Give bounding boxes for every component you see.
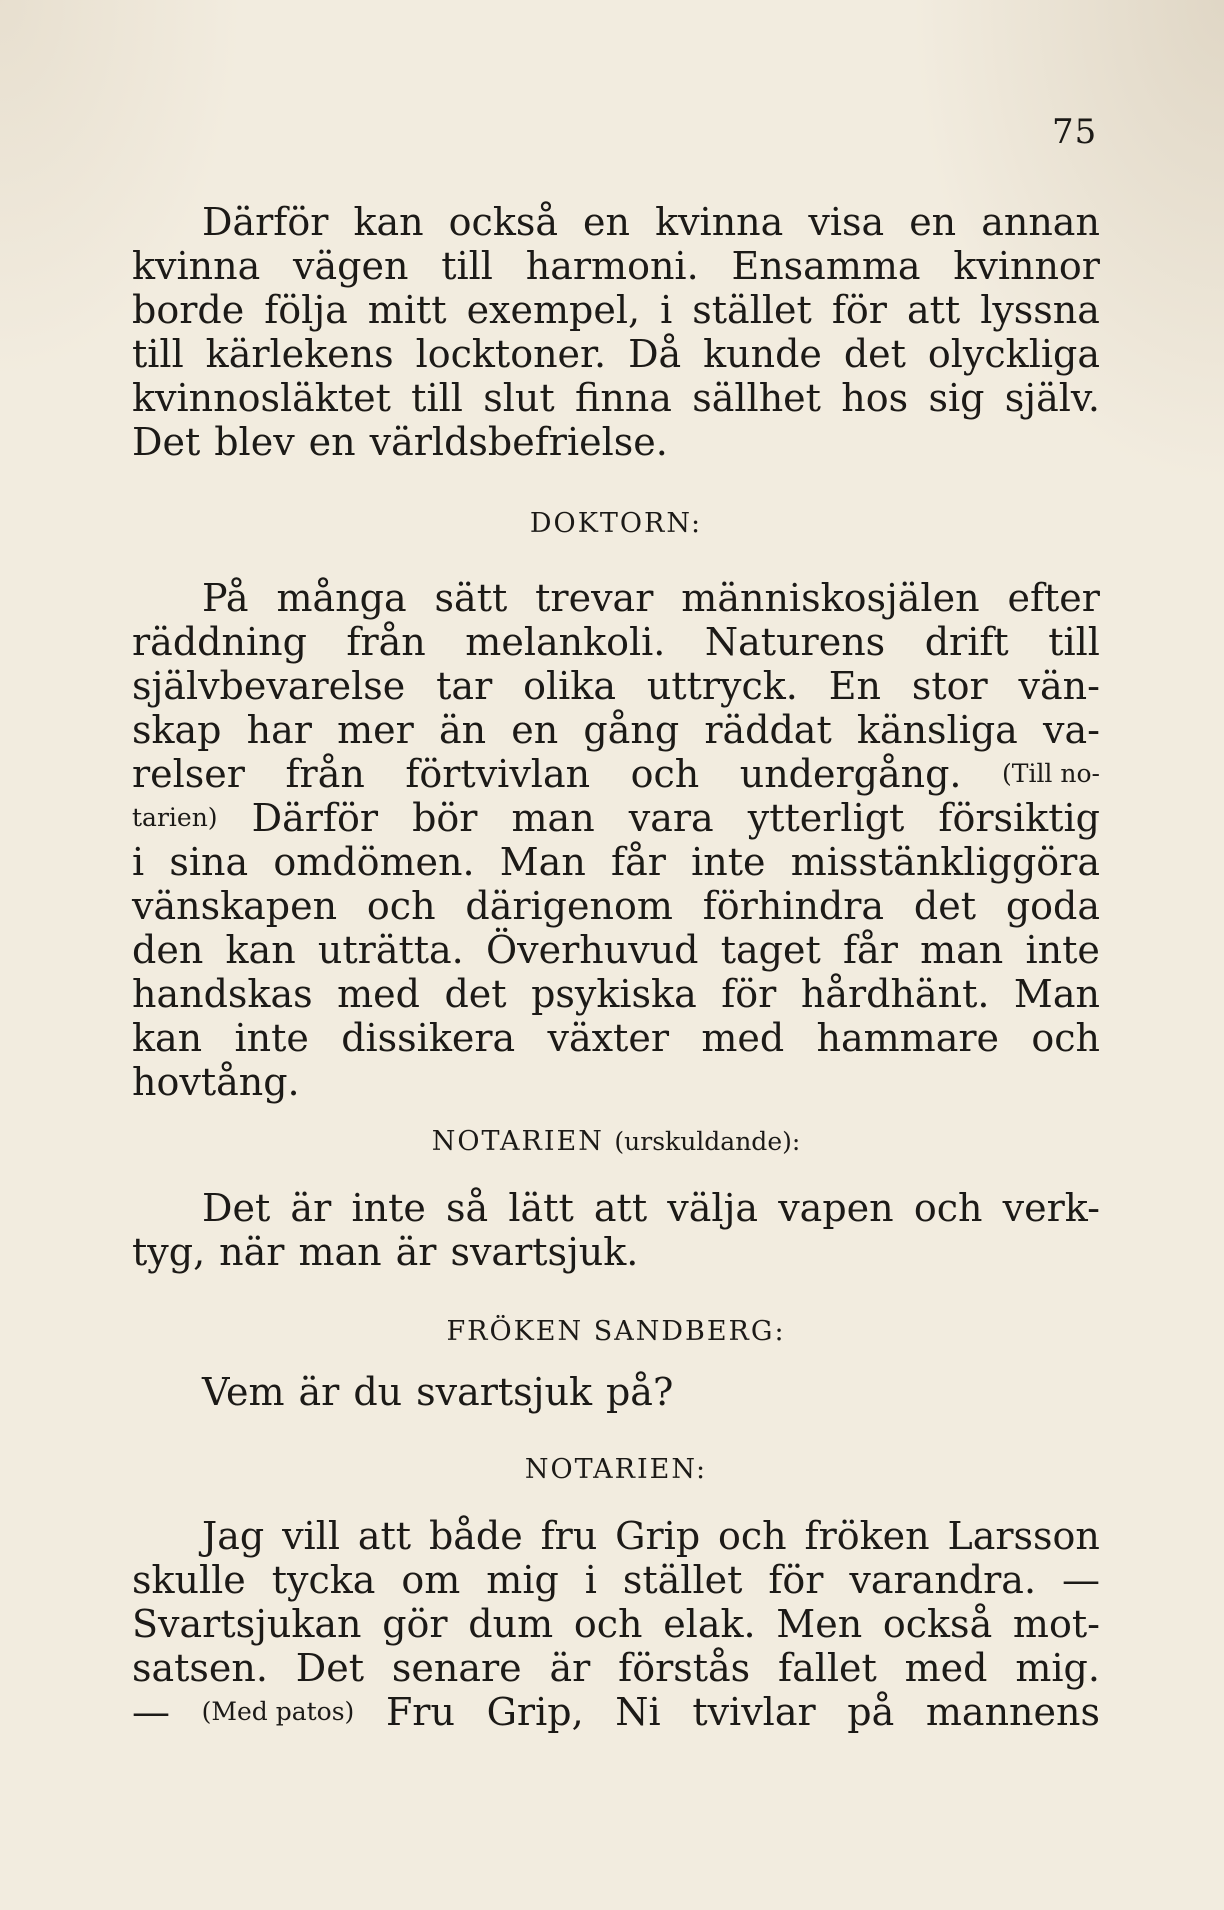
word: till xyxy=(411,376,463,420)
paragraph xyxy=(132,1514,1100,1734)
word: från xyxy=(346,620,426,664)
word: och xyxy=(573,1602,643,1646)
word: både xyxy=(428,1514,523,1558)
word: kunde xyxy=(703,332,822,376)
word: tar xyxy=(436,664,493,708)
word: och xyxy=(1031,1016,1100,1060)
word: uttryck. xyxy=(646,664,798,708)
word: kvinna xyxy=(655,200,784,244)
text-line xyxy=(132,1016,1100,1060)
word: vara xyxy=(628,796,714,840)
word: tyg, xyxy=(132,1230,206,1274)
word: är xyxy=(290,1186,332,1230)
word: Man xyxy=(499,840,586,884)
word: för xyxy=(768,1558,824,1602)
word: en xyxy=(583,200,631,244)
word: sina xyxy=(169,840,249,884)
word: mannens xyxy=(925,1690,1100,1734)
word: sätt xyxy=(434,576,508,620)
word: räddning xyxy=(132,620,307,664)
word: att xyxy=(593,1186,648,1230)
text-line xyxy=(132,1602,1100,1646)
word: i xyxy=(132,840,145,884)
word: själv. xyxy=(1004,376,1100,420)
word: det xyxy=(843,332,906,376)
word: inte xyxy=(1025,928,1100,972)
word: är xyxy=(298,1370,340,1414)
word: mot- xyxy=(1012,1602,1100,1646)
word: växter xyxy=(547,1016,669,1060)
word: Det xyxy=(132,420,201,464)
word: stor xyxy=(911,664,988,708)
word: världsbefrielse. xyxy=(369,420,668,464)
word: dissikera xyxy=(341,1016,516,1060)
text-line xyxy=(132,840,1100,884)
word: dum xyxy=(468,1602,554,1646)
text-line xyxy=(132,1060,1100,1104)
word: det xyxy=(913,884,976,928)
word: tycka xyxy=(271,1558,376,1602)
word: för xyxy=(721,972,777,1016)
word: stället xyxy=(622,1558,743,1602)
text-line xyxy=(132,1370,1100,1414)
speaker-line xyxy=(132,1120,1100,1164)
word: gör xyxy=(382,1602,448,1646)
text-line xyxy=(132,620,1100,664)
word: svartsjuk. xyxy=(450,1230,639,1274)
word: också xyxy=(882,1602,993,1646)
word: förhindra xyxy=(702,884,885,928)
word: relser xyxy=(132,752,245,796)
stage-direction: tarien) xyxy=(132,803,218,832)
text-line xyxy=(132,884,1100,928)
word: stället xyxy=(692,288,812,332)
word: Fru xyxy=(385,1690,455,1734)
word: vän- xyxy=(1018,664,1100,708)
word: En xyxy=(828,664,881,708)
page-text xyxy=(132,200,1100,1734)
word: verk- xyxy=(1002,1186,1100,1230)
word: handskas xyxy=(132,972,313,1016)
word: blev xyxy=(214,420,295,464)
word: psykiska xyxy=(531,972,697,1016)
word: förstås xyxy=(618,1646,751,1690)
word: Det xyxy=(295,1646,365,1690)
word: och xyxy=(366,884,436,928)
word: är xyxy=(395,1230,437,1274)
word: senare xyxy=(391,1646,522,1690)
word: svartsjuk xyxy=(416,1370,592,1414)
word: mig. xyxy=(1015,1646,1100,1690)
word: På xyxy=(202,576,249,620)
word: undergång. xyxy=(739,752,962,796)
word: Naturens xyxy=(704,620,886,664)
word: mitt xyxy=(367,288,447,332)
speaker-name: FRÖKEN SANDBERG: xyxy=(446,1316,786,1347)
word: till xyxy=(441,244,493,288)
word: en xyxy=(308,420,356,464)
word: Ensamma xyxy=(731,244,921,288)
text-line xyxy=(132,1690,1100,1734)
word: sig xyxy=(928,376,985,420)
word: är xyxy=(549,1646,591,1690)
word: fallet xyxy=(778,1646,877,1690)
word: i xyxy=(660,288,673,332)
speaker-name: NOTARIEN: xyxy=(524,1454,708,1485)
word: inte xyxy=(234,1016,309,1060)
word: Svartsjukan xyxy=(132,1602,362,1646)
word: till xyxy=(132,332,184,376)
word: olika xyxy=(523,664,616,708)
word: Ni xyxy=(615,1690,661,1734)
word: kvinnor xyxy=(953,244,1100,288)
word: uträtta. xyxy=(317,928,464,972)
word: tvivlar xyxy=(692,1690,816,1734)
stage-direction: (urskuldande): xyxy=(614,1127,801,1156)
text-line xyxy=(132,708,1100,752)
word: locktoner. xyxy=(415,332,607,376)
word: hårdhänt. xyxy=(800,972,990,1016)
word: sällhet xyxy=(692,376,821,420)
text-line xyxy=(132,752,1100,796)
text-line xyxy=(132,1646,1100,1690)
text-line xyxy=(132,288,1100,332)
word: följa xyxy=(264,288,348,332)
word: annan xyxy=(981,200,1100,244)
word: därigenom xyxy=(465,884,673,928)
word: på? xyxy=(605,1370,674,1414)
page-number: 75 xyxy=(1052,112,1098,152)
word: finna xyxy=(574,376,672,420)
text-line xyxy=(132,972,1100,1016)
word: Man xyxy=(1013,972,1100,1016)
word: misstänkliggöra xyxy=(790,840,1100,884)
word: med xyxy=(904,1646,988,1690)
word: förtvivlan xyxy=(405,752,591,796)
word: du xyxy=(353,1370,403,1414)
word: mig xyxy=(486,1558,559,1602)
stage-direction: (Med patos) xyxy=(201,1697,355,1726)
word: när xyxy=(219,1230,285,1274)
word: mer xyxy=(337,708,414,752)
word: försiktig xyxy=(938,796,1100,840)
text-line xyxy=(132,928,1100,972)
word: och xyxy=(718,1514,787,1558)
word: fru xyxy=(540,1514,598,1558)
word: vapen xyxy=(778,1186,894,1230)
word: kan xyxy=(353,200,424,244)
text-line xyxy=(132,420,1100,464)
word: skap xyxy=(132,708,222,752)
word: man xyxy=(920,928,1004,972)
word: slut xyxy=(483,376,555,420)
word: också xyxy=(448,200,558,244)
word: inte xyxy=(351,1186,426,1230)
word: räddat xyxy=(704,708,832,752)
word: fröken xyxy=(804,1514,930,1558)
word: så xyxy=(446,1186,489,1230)
text-line xyxy=(132,1514,1100,1558)
word: — xyxy=(1061,1558,1100,1602)
word: elak. xyxy=(663,1602,756,1646)
text-line xyxy=(132,200,1100,244)
word: Jag xyxy=(202,1514,265,1558)
word: visa xyxy=(808,200,885,244)
paragraph xyxy=(132,1370,1100,1414)
word: Men xyxy=(776,1602,863,1646)
word: bör xyxy=(412,796,478,840)
word: kvinnosläktet xyxy=(132,376,391,420)
word: att xyxy=(357,1514,412,1558)
word: än xyxy=(438,708,487,752)
word: harmoni. xyxy=(525,244,699,288)
word: kärlekens xyxy=(205,332,394,376)
word: olyckliga xyxy=(927,332,1100,376)
word: människosjälen xyxy=(681,576,980,620)
word: självbevarelse xyxy=(132,664,406,708)
word: till xyxy=(1048,620,1100,664)
word: om xyxy=(401,1558,461,1602)
word: från xyxy=(285,752,365,796)
word: och xyxy=(630,752,700,796)
word: och xyxy=(913,1186,983,1230)
paragraph xyxy=(132,1186,1100,1274)
word: trevar xyxy=(535,576,654,620)
word: känsliga xyxy=(856,708,1018,752)
word: det xyxy=(444,972,507,1016)
word: satsen. xyxy=(132,1646,268,1690)
word: Grip xyxy=(615,1514,701,1558)
word: hos xyxy=(841,376,909,420)
word: borde xyxy=(132,288,245,332)
word: Grip, xyxy=(486,1690,584,1734)
text-line xyxy=(132,796,1100,840)
word: välja xyxy=(667,1186,759,1230)
word: i xyxy=(584,1558,597,1602)
word: va- xyxy=(1043,708,1100,752)
word: — xyxy=(132,1690,170,1734)
stage-direction: (Till no- xyxy=(1002,759,1100,788)
word: får xyxy=(842,928,898,972)
word: att xyxy=(906,288,961,332)
word: kan xyxy=(132,1016,203,1060)
text-line xyxy=(132,1558,1100,1602)
speaker-name: NOTARIEN xyxy=(431,1126,604,1157)
word: Därför xyxy=(202,200,329,244)
word: kan xyxy=(225,928,296,972)
text-line xyxy=(132,376,1100,420)
word: drift xyxy=(924,620,1009,664)
paragraph xyxy=(132,200,1100,464)
word: vägen xyxy=(293,244,409,288)
word: Då xyxy=(628,332,682,376)
word: med xyxy=(337,972,420,1016)
paragraph xyxy=(132,576,1100,1104)
word: ytterligt xyxy=(747,796,905,840)
text-line xyxy=(132,1186,1100,1230)
text-line xyxy=(132,244,1100,288)
text-line xyxy=(132,1230,1100,1274)
word: Vem xyxy=(202,1370,285,1414)
text-line xyxy=(132,664,1100,708)
word: med xyxy=(701,1016,785,1060)
word: lätt xyxy=(508,1186,574,1230)
word: vill xyxy=(282,1514,341,1558)
word: Överhuvud xyxy=(486,928,699,972)
word: en xyxy=(909,200,957,244)
text-line xyxy=(132,576,1100,620)
word: på xyxy=(847,1690,895,1734)
text-line xyxy=(132,332,1100,376)
word: inte xyxy=(691,840,766,884)
word: får xyxy=(611,840,666,884)
word: melankoli. xyxy=(465,620,666,664)
word: Det xyxy=(202,1186,271,1230)
word: exempel, xyxy=(466,288,641,332)
word: vänskapen xyxy=(132,884,338,928)
word: taget xyxy=(720,928,821,972)
word: för xyxy=(831,288,887,332)
word: varandra. xyxy=(849,1558,1037,1602)
word: goda xyxy=(1005,884,1100,928)
word: kvinna xyxy=(132,244,261,288)
word: den xyxy=(132,928,204,972)
word: hammare xyxy=(816,1016,1000,1060)
word: man xyxy=(511,796,595,840)
word: en xyxy=(511,708,559,752)
speaker-name: DOKTORN: xyxy=(529,508,703,539)
word: Larsson xyxy=(947,1514,1100,1558)
word: man xyxy=(298,1230,382,1274)
word: efter xyxy=(1007,576,1100,620)
word: många xyxy=(276,576,407,620)
word: hovtång. xyxy=(132,1060,300,1104)
word: omdömen. xyxy=(273,840,475,884)
word: lyssna xyxy=(980,288,1100,332)
word: gång xyxy=(583,708,680,752)
word: har xyxy=(246,708,312,752)
word: Därför xyxy=(251,796,379,840)
word: skulle xyxy=(132,1558,246,1602)
